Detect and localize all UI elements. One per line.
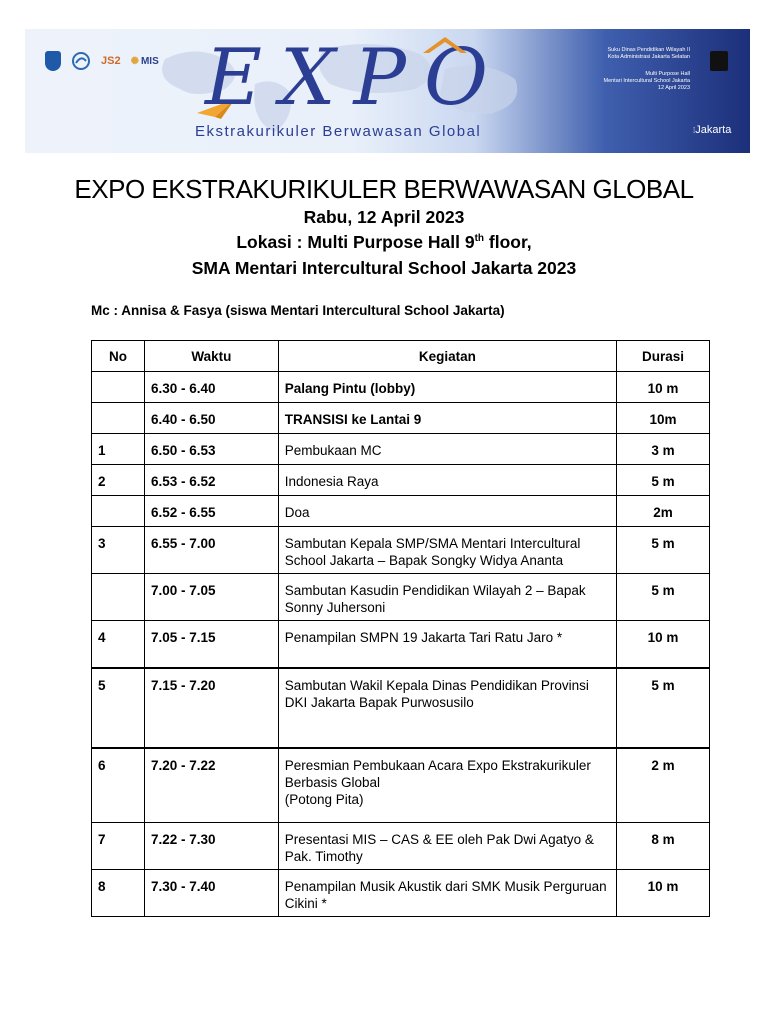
js2-logo: JS2 xyxy=(101,55,121,67)
event-date: Rabu, 12 April 2023 xyxy=(303,207,465,227)
table-row: 6.30 - 6.40 Palang Pintu (lobby) 10 m xyxy=(92,372,710,403)
header-no: No xyxy=(92,341,145,372)
schedule-table xyxy=(91,340,710,917)
table-header-row xyxy=(92,341,710,372)
table-row: 5 7.15 - 7.20 Sambutan Wakil Kepala Dinas Pendidikan Provinsi DKI Jakarta Bapak Purwosusilo 5 m xyxy=(92,668,710,748)
roof-accent-icon xyxy=(423,35,467,57)
table-row: 4 7.05 - 7.15 Penampilan SMPN 19 Jakarta Tari Ratu Jaro * 10 m xyxy=(92,621,710,668)
mis-logo: ✺ MIS xyxy=(130,55,159,67)
header-activity: Kegiatan xyxy=(278,341,616,372)
table-row: 6 7.20 - 7.22 Peresmian Pembukaan Acara Expo Ekstrakurikuler Berbasis Global (Potong Pita) 2 m xyxy=(92,748,710,823)
header-duration: Durasi xyxy=(617,341,710,372)
table-row: 7 7.22 - 7.30 Presentasi MIS – CAS & EE oleh Pak Dwi Agatyo & Pak. Timothy 8 m xyxy=(92,823,710,870)
table-row: 2 6.53 - 6.52 Indonesia Raya 5 m xyxy=(92,465,710,496)
dki-jakarta-crest-icon xyxy=(45,51,61,71)
school-badge-icon xyxy=(710,51,728,71)
event-banner xyxy=(25,29,750,153)
mc-info: Mc : Annisa & Fasya (siswa Mentari Intercultural School Jakarta) xyxy=(91,303,505,318)
table-row: 6.40 - 6.50 TRANSISI ke Lantai 9 10m xyxy=(92,403,710,434)
expo-logo-title: EXPO xyxy=(205,33,506,123)
partner-logos xyxy=(45,51,159,71)
table-row: 7.00 - 7.05 Sambutan Kasudin Pendidikan Wilayah 2 – Bapak Sonny Juhersoni 5 m xyxy=(92,574,710,621)
jakarta-logo: ⁞Jakarta xyxy=(693,124,732,136)
table-row: 1 6.50 - 6.53 Pembukaan MC 3 m xyxy=(92,434,710,465)
table-row: 6.52 - 6.55 Doa 2m xyxy=(92,496,710,527)
expo-subtitle: Ekstrakurikuler Berwawasan Global xyxy=(195,123,482,140)
event-school: SMA Mentari Intercultural School Jakarta 2023 xyxy=(191,258,577,278)
tut-wuri-bird-icon xyxy=(71,51,91,71)
header-time: Waktu xyxy=(144,341,278,372)
banner-organizer-info: Suku Dinas Pendidikan Wilayah II Kota Administrasi Jakarta Selatan Multi Purpose Hall Mentari Intercultural School Jakarta 12 April 2023 xyxy=(603,47,690,91)
event-title: EXPO EKSTRAKURIKULER BERWAWASAN GLOBAL xyxy=(74,174,694,204)
event-location: Lokasi : Multi Purpose Hall 9th floor, xyxy=(236,232,532,252)
table-row: 3 6.55 - 7.00 Sambutan Kepala SMP/SMA Mentari Intercultural School Jakarta – Bapak Songky Widya Ananta 5 m xyxy=(92,527,710,574)
table-row: 8 7.30 - 7.40 Penampilan Musik Akustik dari SMK Musik Perguruan Cikini * 10 m xyxy=(92,870,710,917)
